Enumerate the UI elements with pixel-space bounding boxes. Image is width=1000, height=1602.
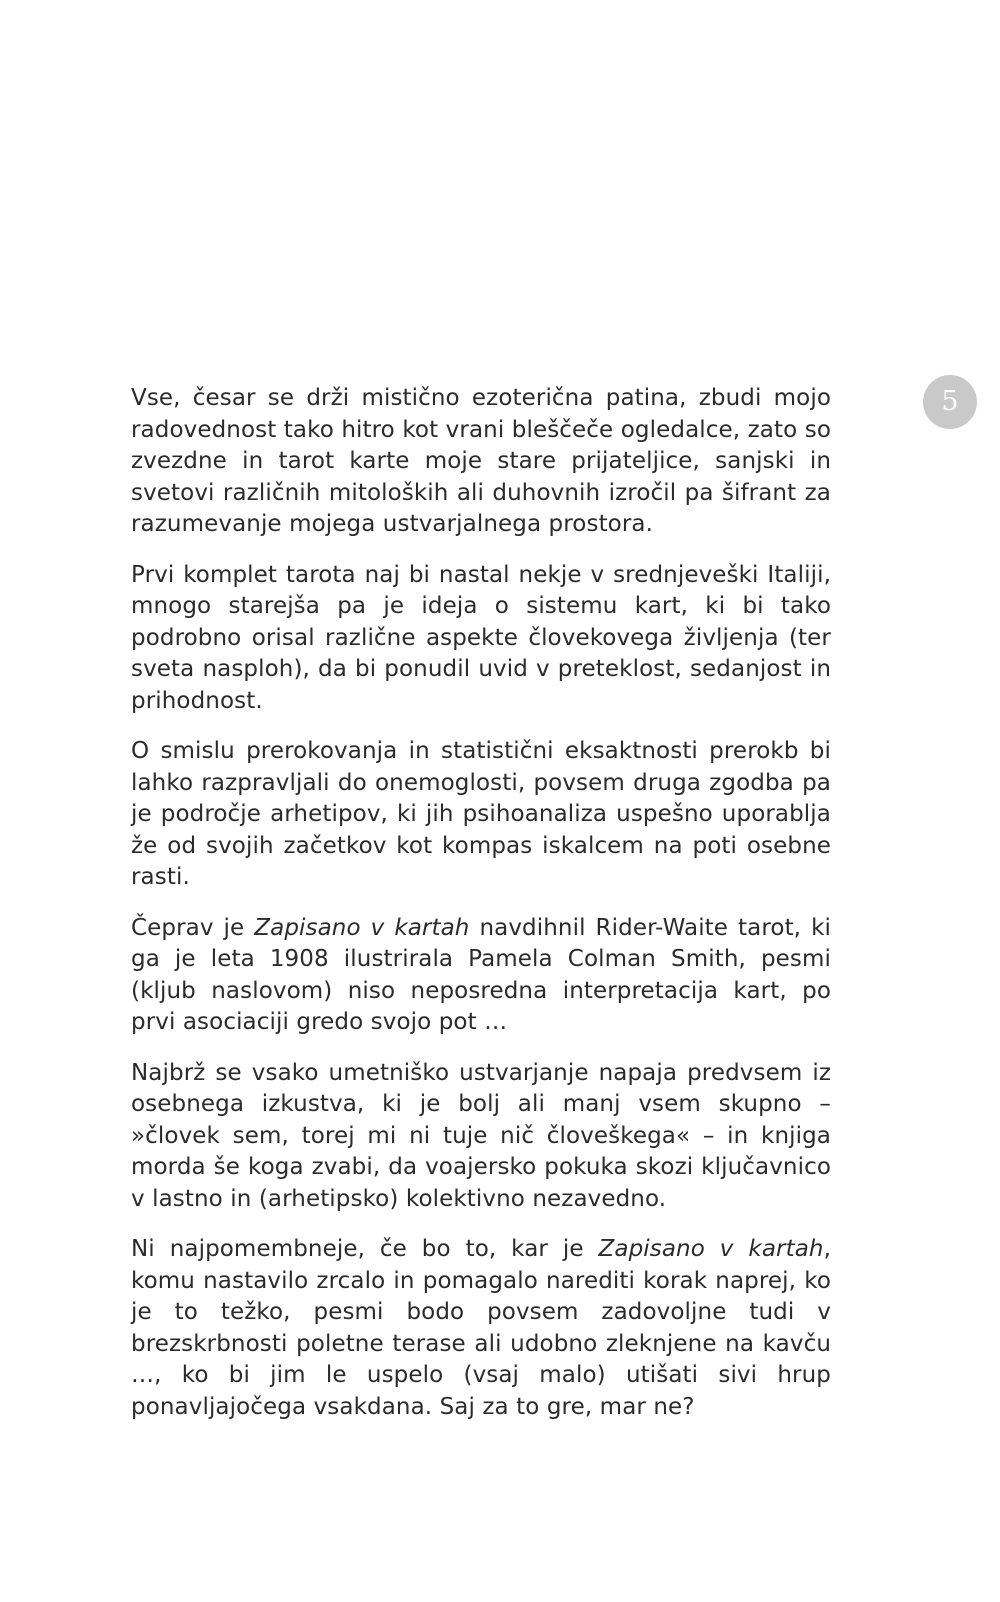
paragraph-6	[131, 1234, 831, 1423]
paragraph-1	[131, 383, 831, 541]
paragraph-4-text-end: navdihnil Rider-Waite tarot, ki ga je leta 1908 ilustrirala Pamela Colman Smith, pesmi (kljub naslovom) niso neposredna interpretacija kart, po prvi asociaciji gredo svojo pot …	[131, 914, 831, 1035]
paragraph-3-text: O smislu prerokovanja in statistični eksaktnosti prerokb bi lahko razpravljali do onemoglosti, povsem druga zgodba pa je področje arhetipov, ki jih psihoanaliza uspešno uporablja že od svojih začetkov kot kompas iskalcem na poti osebne rasti.	[131, 738, 831, 890]
paragraph-5-text: Najbrž se vsako umetniško ustvarjanje napaja predvsem iz osebnega izkustva, ki je bolj ali manj vsem skupno – »človek sem, torej mi ni tuje nič človeškega« – in knjiga morda še koga zvabi, da voajersko pokuka skozi ključavnico v lastno in (arhetipsko) kolektivno nezavedno.	[131, 1059, 831, 1212]
body-text	[131, 383, 831, 1442]
book-title-italic: Zapisano v kartah	[598, 1236, 824, 1262]
paragraph-4	[131, 913, 831, 1039]
page-number-badge: 5	[923, 375, 977, 429]
paragraph-3	[131, 736, 831, 894]
paragraph-5	[131, 1058, 831, 1216]
paragraph-1-text: Vse, česar se drži mistično ezoterična patina, zbudi mojo radovednost tako hitro kot vrani bleščeče ogledalce, zato so zvezdne in tarot karte moje stare prijateljice, sanjski in svetovi različnih mitoloških ali duhovnih izročil pa šifrant za razumevanje mojega ustvarjalnega prostora.	[131, 385, 831, 537]
paragraph-2-text: Prvi komplet tarota naj bi nastal nekje v srednjeveški Italiji, mnogo starejša pa je ideja o sistemu kart, ki bi tako podrobno orisal različne aspekte človekovega življenja (ter sveta nasploh), da bi ponudil uvid v preteklost, sedanjost in prihodnost.	[131, 561, 831, 714]
paragraph-4-text-start: Čeprav je	[131, 914, 255, 941]
book-title-italic: Zapisano v kartah	[254, 914, 470, 941]
paragraph-6-text-end: , komu nastavilo zrcalo in pomagalo narediti korak naprej, ko je to težko, pesmi bodo povsem zadovoljne tudi v brezskrbnosti poletne terase ali udobno zleknjene na kavču …, ko bi jim le uspelo (vsaj malo) utišati sivi hrup ponavljajočega vsakdana. Saj za to gre, mar ne?	[131, 1236, 831, 1420]
paragraph-2	[131, 560, 831, 718]
paragraph-6-text-start: Ni najpomembneje, če bo to, kar je	[131, 1236, 599, 1262]
